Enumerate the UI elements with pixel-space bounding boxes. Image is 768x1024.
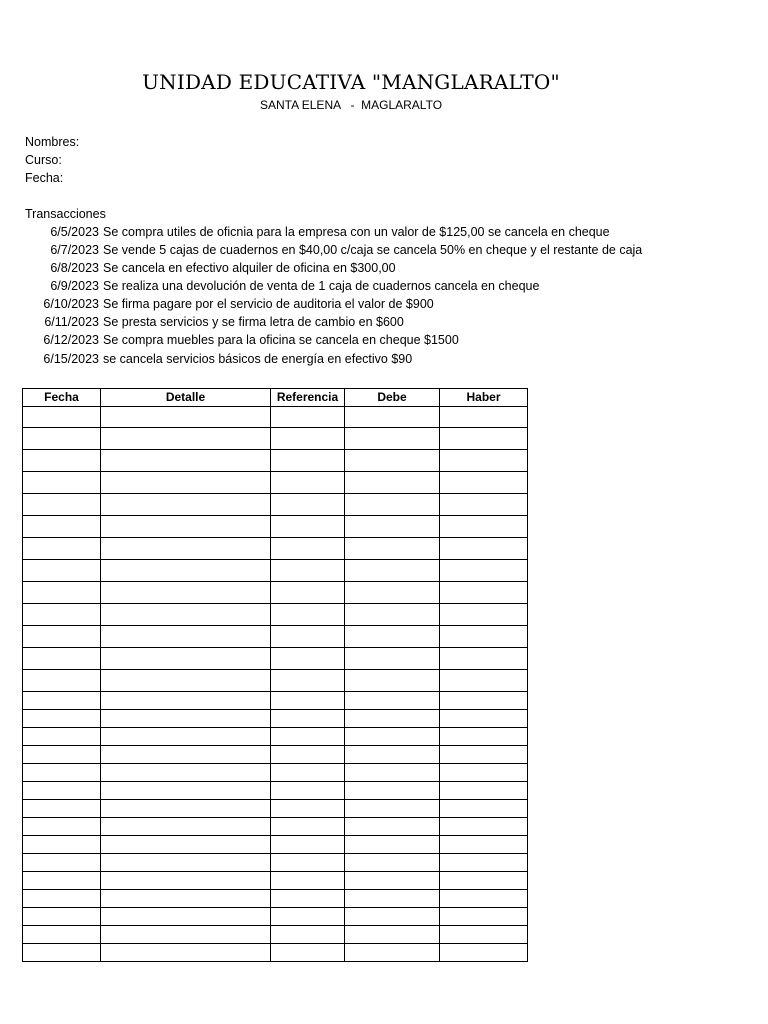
journal-cell — [101, 926, 271, 944]
journal-row — [23, 890, 528, 908]
journal-cell — [271, 428, 345, 450]
column-header-haber: Haber — [440, 389, 528, 407]
journal-cell — [345, 604, 440, 626]
journal-cell — [345, 407, 440, 428]
journal-cell — [345, 836, 440, 854]
journal-row — [23, 670, 528, 692]
journal-row — [23, 472, 528, 494]
journal-cell — [271, 472, 345, 494]
journal-cell — [23, 450, 101, 472]
journal-row — [23, 872, 528, 890]
journal-cell — [23, 538, 101, 560]
journal-cell — [23, 800, 101, 818]
journal-cell — [271, 944, 345, 962]
journal-cell — [271, 728, 345, 746]
journal-cell — [345, 516, 440, 538]
journal-cell — [23, 926, 101, 944]
journal-row — [23, 710, 528, 728]
journal-cell — [23, 604, 101, 626]
journal-cell — [440, 818, 528, 836]
journal-cell — [345, 746, 440, 764]
transaction-text: Se presta servicios y se firma letra de cambio en $600 — [103, 315, 404, 329]
journal-row — [23, 516, 528, 538]
journal-row — [23, 800, 528, 818]
journal-cell — [440, 890, 528, 908]
journal-cell — [345, 494, 440, 516]
journal-row — [23, 782, 528, 800]
column-header-detalle: Detalle — [101, 389, 271, 407]
journal-cell — [440, 670, 528, 692]
fecha-label: Fecha: — [25, 171, 64, 185]
journal-cell — [23, 728, 101, 746]
journal-cell — [271, 582, 345, 604]
curso-label: Curso: — [25, 153, 62, 167]
journal-cell — [23, 626, 101, 648]
journal-cell — [271, 782, 345, 800]
journal-cell — [23, 428, 101, 450]
journal-cell — [271, 692, 345, 710]
journal-row — [23, 836, 528, 854]
journal-row — [23, 746, 528, 764]
transaction-item — [0, 331, 459, 349]
journal-cell — [101, 746, 271, 764]
journal-cell — [271, 890, 345, 908]
journal-header-row — [23, 389, 528, 407]
journal-cell — [345, 648, 440, 670]
journal-cell — [345, 854, 440, 872]
journal-cell — [23, 782, 101, 800]
transaction-item — [0, 223, 610, 241]
transaction-text: Se vende 5 cajas de cuadernos en $40,00 c/caja se cancela 50% en cheque y el restante de caja — [103, 243, 643, 257]
transactions-heading: Transacciones — [25, 207, 106, 221]
transaction-item — [0, 241, 642, 259]
journal-cell — [23, 944, 101, 962]
journal-cell — [345, 908, 440, 926]
journal-cell — [440, 407, 528, 428]
journal-cell — [23, 560, 101, 582]
journal-cell — [101, 604, 271, 626]
journal-row — [23, 428, 528, 450]
journal-cell — [271, 872, 345, 890]
transaction-item — [0, 277, 539, 295]
journal-cell — [345, 692, 440, 710]
journal-row — [23, 494, 528, 516]
journal-cell — [440, 854, 528, 872]
journal-cell — [440, 908, 528, 926]
journal-cell — [101, 764, 271, 782]
transaction-item — [0, 259, 396, 277]
journal-cell — [23, 890, 101, 908]
journal-row — [23, 626, 528, 648]
journal-row — [23, 854, 528, 872]
journal-cell — [271, 670, 345, 692]
transaction-item — [0, 295, 434, 313]
journal-cell — [101, 516, 271, 538]
journal-cell — [23, 908, 101, 926]
journal-cell — [23, 648, 101, 670]
journal-cell — [440, 560, 528, 582]
journal-cell — [440, 472, 528, 494]
journal-cell — [440, 926, 528, 944]
document-subtitle: SANTA ELENA - MAGLARALTO — [259, 98, 443, 112]
journal-cell — [23, 746, 101, 764]
journal-cell — [345, 710, 440, 728]
journal-cell — [271, 450, 345, 472]
journal-row — [23, 728, 528, 746]
journal-cell — [101, 872, 271, 890]
journal-cell — [271, 516, 345, 538]
journal-cell — [440, 836, 528, 854]
transaction-date: 6/12/2023 — [43, 333, 99, 347]
journal-cell — [101, 560, 271, 582]
transaction-text: Se compra utiles de oficnia para la empresa con un valor de $125,00 se cancela en cheque — [103, 225, 610, 239]
transaction-item — [0, 313, 404, 331]
journal-row — [23, 944, 528, 962]
journal-cell — [271, 626, 345, 648]
document-title: UNIDAD EDUCATIVA "MANGLARALTO" — [142, 70, 560, 94]
journal-row — [23, 692, 528, 710]
journal-cell — [101, 944, 271, 962]
journal-cell — [440, 494, 528, 516]
journal-cell — [23, 582, 101, 604]
journal-row — [23, 764, 528, 782]
journal-cell — [101, 428, 271, 450]
journal-cell — [271, 800, 345, 818]
transaction-date: 6/5/2023 — [50, 225, 99, 239]
journal-row — [23, 926, 528, 944]
journal-cell — [440, 764, 528, 782]
journal-cell — [23, 407, 101, 428]
journal-row — [23, 560, 528, 582]
journal-cell — [101, 854, 271, 872]
journal-cell — [271, 926, 345, 944]
journal-cell — [345, 926, 440, 944]
journal-cell — [440, 872, 528, 890]
journal-cell — [345, 890, 440, 908]
journal-cell — [271, 407, 345, 428]
journal-cell — [101, 800, 271, 818]
journal-cell — [345, 626, 440, 648]
journal-cell — [23, 872, 101, 890]
journal-cell — [23, 836, 101, 854]
journal-cell — [101, 908, 271, 926]
journal-cell — [345, 764, 440, 782]
column-header-referencia: Referencia — [271, 389, 345, 407]
journal-row — [23, 604, 528, 626]
journal-row — [23, 538, 528, 560]
journal-cell — [271, 764, 345, 782]
journal-cell — [345, 782, 440, 800]
journal-cell — [345, 944, 440, 962]
journal-cell — [271, 836, 345, 854]
transaction-text: Se realiza una devolución de venta de 1 caja de cuadernos cancela en cheque — [103, 279, 540, 293]
journal-cell — [345, 728, 440, 746]
journal-cell — [23, 670, 101, 692]
journal-row — [23, 407, 528, 428]
journal-cell — [345, 872, 440, 890]
journal-cell — [23, 818, 101, 836]
journal-cell — [23, 854, 101, 872]
journal-cell — [101, 450, 271, 472]
journal-cell — [440, 538, 528, 560]
journal-cell — [440, 626, 528, 648]
nombres-label: Nombres: — [25, 135, 80, 149]
journal-cell — [101, 728, 271, 746]
journal-cell — [440, 604, 528, 626]
journal-cell — [345, 670, 440, 692]
journal-cell — [345, 800, 440, 818]
journal-cell — [101, 710, 271, 728]
journal-cell — [440, 944, 528, 962]
transaction-date: 6/9/2023 — [50, 279, 99, 293]
journal-cell — [101, 648, 271, 670]
journal-cell — [440, 516, 528, 538]
journal-cell — [101, 836, 271, 854]
column-header-debe: Debe — [345, 389, 440, 407]
transaction-date: 6/10/2023 — [43, 297, 99, 311]
transaction-item — [0, 350, 412, 368]
transaction-text: Se compra muebles para la oficina se cancela en cheque $1500 — [103, 333, 459, 347]
journal-cell — [271, 604, 345, 626]
journal-cell — [440, 692, 528, 710]
journal-cell — [101, 472, 271, 494]
transaction-text: Se cancela en efectivo alquiler de oficina en $300,00 — [103, 261, 396, 275]
journal-cell — [440, 782, 528, 800]
transaction-text: Se firma pagare por el servicio de auditoria el valor de $900 — [103, 297, 434, 311]
journal-cell — [101, 582, 271, 604]
journal-cell — [345, 818, 440, 836]
journal-cell — [101, 626, 271, 648]
journal-cell — [101, 782, 271, 800]
journal-row — [23, 818, 528, 836]
journal-cell — [101, 692, 271, 710]
journal-cell — [271, 854, 345, 872]
journal-cell — [440, 450, 528, 472]
column-header-fecha: Fecha — [23, 389, 101, 407]
journal-cell — [23, 764, 101, 782]
journal-cell — [440, 648, 528, 670]
journal-cell — [23, 516, 101, 538]
journal-cell — [271, 818, 345, 836]
journal-cell — [271, 560, 345, 582]
journal-cell — [271, 908, 345, 926]
journal-row — [23, 582, 528, 604]
journal-cell — [23, 494, 101, 516]
journal-cell — [101, 818, 271, 836]
journal-cell — [440, 800, 528, 818]
journal-row — [23, 450, 528, 472]
journal-cell — [101, 494, 271, 516]
journal-cell — [271, 538, 345, 560]
journal-cell — [101, 538, 271, 560]
journal-cell — [440, 710, 528, 728]
journal-cell — [101, 670, 271, 692]
journal-cell — [271, 648, 345, 670]
journal-cell — [23, 692, 101, 710]
journal-cell — [440, 428, 528, 450]
transaction-text: se cancela servicios básicos de energía en efectivo $90 — [103, 352, 413, 366]
journal-row — [23, 648, 528, 670]
transaction-date: 6/7/2023 — [50, 243, 99, 257]
journal-cell — [345, 450, 440, 472]
journal-cell — [345, 428, 440, 450]
journal-cell — [440, 582, 528, 604]
journal-cell — [345, 582, 440, 604]
journal-body — [23, 407, 528, 962]
journal-cell — [101, 407, 271, 428]
transaction-date: 6/11/2023 — [44, 315, 99, 329]
transaction-date: 6/8/2023 — [50, 261, 99, 275]
journal-cell — [101, 890, 271, 908]
journal-cell — [271, 746, 345, 764]
journal-cell — [345, 560, 440, 582]
journal-row — [23, 908, 528, 926]
journal-cell — [271, 494, 345, 516]
transaction-date: 6/15/2023 — [43, 352, 99, 366]
journal-cell — [23, 472, 101, 494]
journal-cell — [440, 728, 528, 746]
journal-cell — [23, 710, 101, 728]
journal-table — [22, 388, 528, 962]
journal-cell — [440, 746, 528, 764]
journal-cell — [345, 538, 440, 560]
journal-cell — [345, 472, 440, 494]
journal-cell — [271, 710, 345, 728]
